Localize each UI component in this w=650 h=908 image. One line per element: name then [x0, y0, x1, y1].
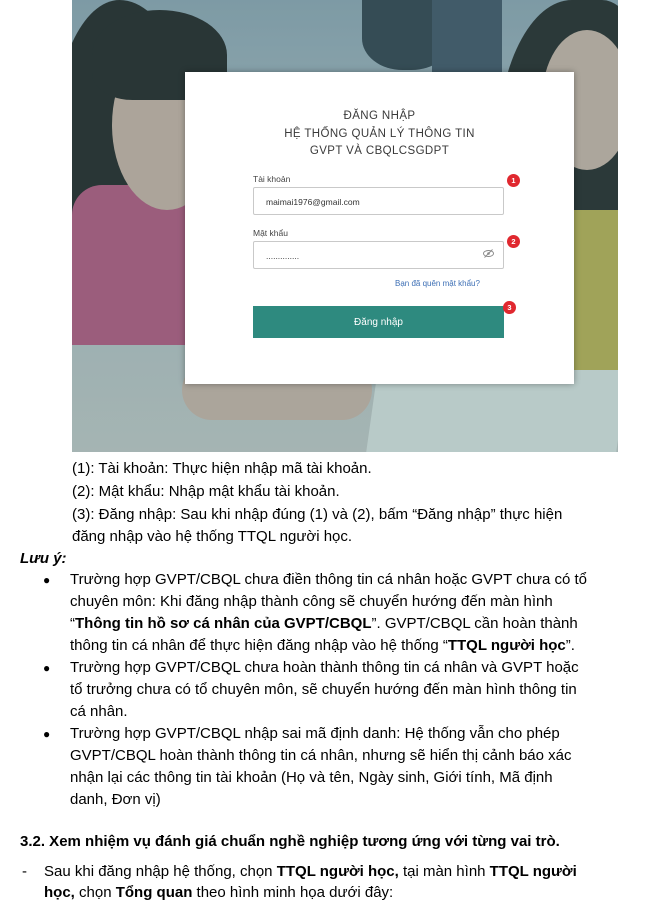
marker-1-badge: 1 — [507, 174, 520, 187]
overview-menu-name: Tổng quan — [115, 884, 193, 901]
bullet2-line3: cá nhân. — [70, 703, 128, 720]
bullet3-line3: nhận lại các thông tin tài khoản (Họ và tên, Ngày sinh, Giới tính, Mã định — [70, 769, 553, 786]
bullet3-line4: danh, Đơn vị) — [70, 791, 161, 808]
step-1-text: (1): Tài khoản: Thực hiện nhập mã tài khoản. — [72, 460, 372, 477]
note-heading: Lưu ý: — [20, 550, 67, 567]
eye-slash-icon[interactable] — [483, 242, 494, 270]
bullet-marker: ● — [43, 661, 51, 675]
system-title-line1: HỆ THỐNG QUẢN LÝ THÔNG TIN — [284, 128, 475, 140]
instruction-line2: học, chọn Tổng quan theo hình minh họa dưới đây: — [44, 884, 394, 901]
bullet3-line2: GVPT/CBQL hoàn thành thông tin cá nhân, nhưng sẽ hiển thị cảnh báo xác — [70, 747, 572, 764]
instruction-line1: Sau khi đăng nhập hệ thống, chọn TTQL người học, tại màn hình TTQL người — [44, 863, 577, 880]
bullet3-line1: Trường hợp GVPT/CBQL nhập sai mã định danh: Hệ thống vẫn cho phép — [70, 725, 560, 742]
password-label: Mật khẩu — [253, 228, 288, 238]
profile-screen-name: Thông tin hồ sơ cá nhân của GVPT/CBQL — [75, 615, 372, 632]
login-screenshot — [72, 0, 618, 452]
login-card — [185, 72, 574, 384]
marker-2-badge: 2 — [507, 235, 520, 248]
bullet1-line3: “Thông tin hồ sơ cá nhân của GVPT/CBQL”. GVPT/CBQL cần hoàn thành — [70, 615, 578, 632]
bullet1-line4: thông tin cá nhân để thực hiện đăng nhập vào hệ thống “TTQL người học”. — [70, 637, 575, 654]
bullet1-line1: Trường hợp GVPT/CBQL chưa điền thông tin cá nhân hoặc GVPT chưa có tổ — [70, 571, 588, 588]
account-value: maimai1976@gmail.com — [266, 197, 360, 207]
forgot-password-link[interactable]: Bạn đã quên mật khẩu? — [395, 279, 480, 288]
bullet-marker: ● — [43, 727, 51, 741]
dash-marker: - — [22, 863, 27, 880]
login-title: ĐĂNG NHẬP — [343, 110, 416, 122]
login-button[interactable]: Đăng nhập — [253, 306, 504, 338]
bullet2-line1: Trường hợp GVPT/CBQL chưa hoàn thành thông tin cá nhân và GVPT hoặc — [70, 659, 579, 676]
account-input[interactable] — [253, 187, 504, 215]
section-heading: 3.2. Xem nhiệm vụ đánh giá chuẩn nghề nghiệp tương ứng với từng vai trò. — [20, 833, 560, 850]
password-value: .............. — [266, 251, 300, 261]
bullet-marker: ● — [43, 573, 51, 587]
bullet2-line2: tổ trưởng chưa có tổ chuyên môn, sẽ chuyển hướng đến màn hình thông tin — [70, 681, 577, 698]
password-input[interactable] — [253, 241, 504, 269]
account-label: Tài khoản — [253, 174, 291, 184]
step-3-text: (3): Đăng nhập: Sau khi nhập đúng (1) và (2), bấm “Đăng nhập” thực hiện — [72, 506, 563, 523]
bullet1-line2: chuyên môn: Khi đăng nhập thành công sẽ chuyển hướng đến màn hình — [70, 593, 553, 610]
marker-3-badge: 3 — [503, 301, 516, 314]
system-title-line2: GVPT VÀ CBQLCSGDPT — [309, 145, 450, 157]
system-name: TTQL người học — [447, 637, 566, 654]
step-2-text: (2): Mật khẩu: Nhập mật khẩu tài khoản. — [72, 483, 340, 500]
step-3-text-cont: đăng nhập vào hệ thống TTQL người học. — [72, 528, 353, 545]
